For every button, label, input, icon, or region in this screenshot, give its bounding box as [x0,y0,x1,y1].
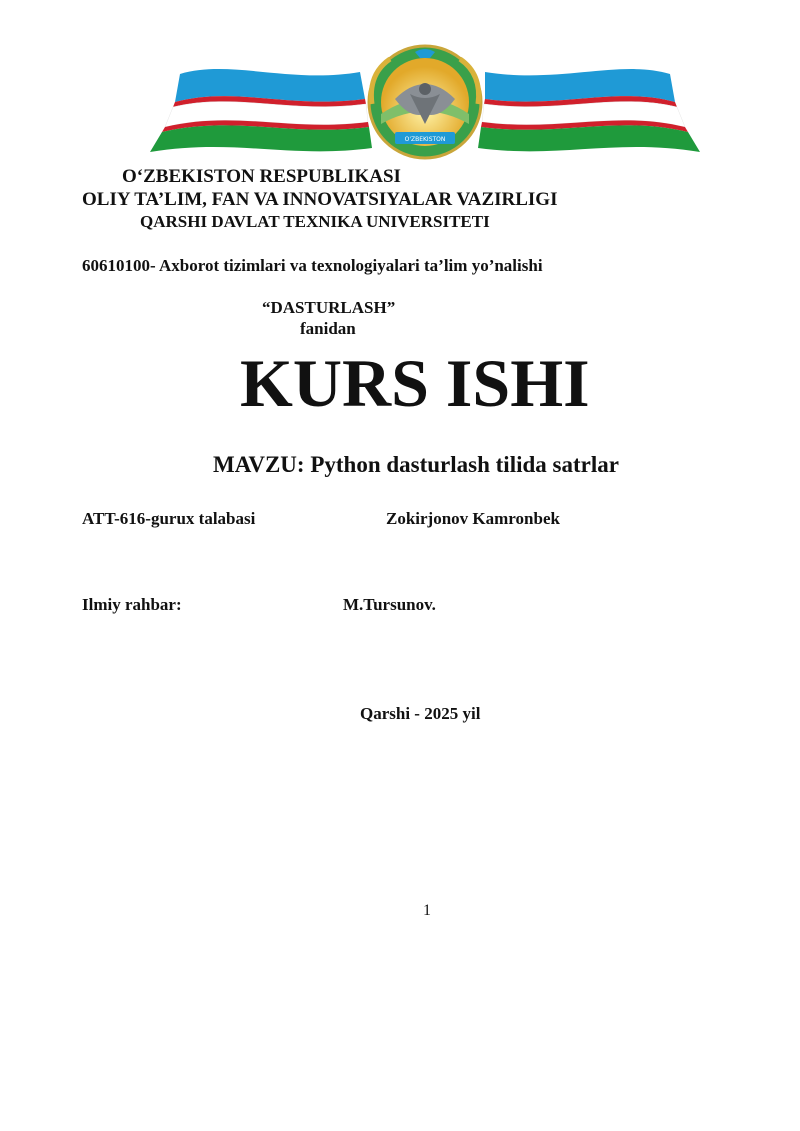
place-year: Qarshi - 2025 yil [360,704,481,723]
student-name: Zokirjonov Kamronbek [386,509,560,528]
emblem-circle [369,46,481,158]
document-type-title: KURS ISHI [240,345,590,421]
svg-text:O'ZBEKISTON: O'ZBEKISTON [404,136,446,143]
subject-suffix: fanidan [300,319,356,338]
page-number: 1 [423,902,431,919]
flag-right [478,69,700,152]
study-direction: 60610100- Axborot tizimlari va texnologiyalari ta’lim yo’nalishi [82,256,543,275]
country-title: O‘ZBEKISTON RESPUBLIKASI [122,166,401,187]
ministry-title: OLIY TA’LIM, FAN VA INNOVATSIYALAR VAZIRLIGI [82,189,558,210]
advisor-name: M.Tursunov. [343,595,436,614]
subject-name: “DASTURLASH” [262,298,396,317]
flag-left [150,69,372,152]
student-label: ATT-616-gurux talabasi [82,509,256,528]
university-title: QARSHI DAVLAT TEXNIKA UNIVERSITETI [140,212,490,231]
advisor-label: Ilmiy rahbar: [82,595,182,614]
state-emblem-flag-image [140,44,710,164]
topic-title: MAVZU: Python dasturlash tilida satrlar [213,452,619,477]
